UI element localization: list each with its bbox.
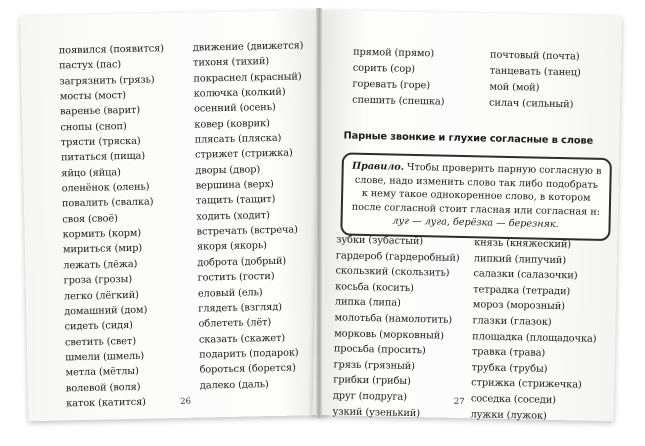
rule-box xyxy=(340,152,612,241)
word-item: танцевать (танец) xyxy=(489,65,581,79)
word-item: лужки (лужок) xyxy=(470,408,547,422)
word-item: плясать (пляска) xyxy=(194,132,282,146)
word-item: тетрадка (тетради) xyxy=(473,284,571,298)
word-item: князь (княжеский) xyxy=(474,237,572,251)
word-item: липкий (липучий) xyxy=(473,252,567,266)
left-word-column-2 xyxy=(193,38,311,393)
word-item: повалить (свалка) xyxy=(61,196,154,210)
word-item: мой (мой) xyxy=(489,81,540,94)
word-item: движение (движется) xyxy=(192,40,304,54)
word-item: гроза (грозы) xyxy=(63,274,133,287)
word-item: питаться (пища) xyxy=(60,151,146,164)
word-item: трясти (тряска) xyxy=(60,135,141,149)
word-item: метла (мётлы) xyxy=(65,366,139,379)
word-item: молотьба (намолотить) xyxy=(334,312,453,326)
right-page xyxy=(313,10,622,421)
word-item: ходить (ходит) xyxy=(196,209,270,223)
word-item: сказать (скажет) xyxy=(198,332,286,346)
book-spine xyxy=(316,8,322,418)
word-item: далеко (даль) xyxy=(199,378,269,392)
word-item: появился (появится) xyxy=(58,43,165,57)
word-item: колючка (колкий) xyxy=(193,86,286,100)
section-heading: Парные звонкие и глухие согласные в слове xyxy=(343,130,594,147)
word-item: мосты (мост) xyxy=(59,90,127,103)
word-item: площадка (площадочка) xyxy=(472,330,597,345)
word-item: яйцо (яйца) xyxy=(61,166,121,180)
word-item: дворы (двор) xyxy=(195,163,261,177)
word-item: глядеть (взгляд) xyxy=(198,301,283,315)
word-item: соседка (соседи) xyxy=(470,393,557,406)
word-item: покраснел (красный) xyxy=(193,71,302,85)
word-item: кормить (корм) xyxy=(62,227,142,241)
left-word-column-1 xyxy=(59,41,172,411)
right-top-column-1 xyxy=(352,45,446,111)
word-item: ковер (коврик) xyxy=(194,117,270,131)
word-item: оленёнок (олень) xyxy=(61,181,150,195)
right-top-column-2 xyxy=(489,48,581,114)
word-item: травка (трава) xyxy=(471,346,546,359)
word-item: светить (свет) xyxy=(64,335,137,348)
word-item: лежать (лёжа) xyxy=(63,258,138,272)
word-item: доброта (добрый) xyxy=(197,255,287,269)
rule-example: луг — луга, берёзка — березняк. xyxy=(392,215,559,231)
word-item: осенний (осень) xyxy=(193,102,276,115)
word-item: спешить (спешка) xyxy=(352,94,445,108)
word-item: сидеть (сидя) xyxy=(64,320,133,333)
word-item: прямой (прямо) xyxy=(353,46,435,60)
word-item: зубки (зубастый) xyxy=(336,234,424,248)
word-item: просьба (просить) xyxy=(333,343,426,357)
rule-label: Правило. xyxy=(351,160,405,173)
word-item: каток (катится) xyxy=(66,396,146,410)
word-item: варенье (варит) xyxy=(59,105,141,118)
word-item: загрязнить (грязь) xyxy=(59,74,155,88)
word-item: снопы (сноп) xyxy=(60,120,127,134)
right-word-column-2 xyxy=(470,235,598,425)
page-number-left: 26 xyxy=(180,396,192,407)
word-item: бороться (борется) xyxy=(199,362,296,376)
word-item: мириться (мир) xyxy=(62,243,143,256)
right-word-column-1 xyxy=(332,232,460,422)
page-number-right: 27 xyxy=(453,396,465,408)
word-item: домашний (дом) xyxy=(64,304,148,318)
word-item: подарить (подарок) xyxy=(199,347,299,361)
word-item: липка (липа) xyxy=(334,296,401,310)
word-item: якоря (якорь) xyxy=(196,240,267,254)
word-item: гостить (гости) xyxy=(197,271,275,284)
word-item: грязь (грязный) xyxy=(333,359,415,372)
word-item: косьба (косить) xyxy=(335,281,414,294)
word-item: салазки (салазочки) xyxy=(473,268,578,282)
word-item: тихоня (тихий) xyxy=(192,56,270,69)
word-item: тащить (тащит) xyxy=(195,194,276,208)
word-item: мороз (морозный) xyxy=(472,299,566,313)
word-item: волевой (воля) xyxy=(65,381,141,394)
word-item: облететь (лёт) xyxy=(198,317,272,330)
word-item: горевать (горе) xyxy=(352,78,431,92)
left-page xyxy=(20,10,326,421)
word-item: пастух (пас) xyxy=(59,59,122,72)
word-item: грибки (грибы) xyxy=(333,374,411,388)
word-item: почтовый (почта) xyxy=(489,49,580,63)
word-item: легко (лёгкий) xyxy=(63,289,139,302)
word-item: трубка (трубы) xyxy=(471,361,548,375)
word-item: стрижет (стрижка) xyxy=(194,147,293,162)
word-item: своя (своё) xyxy=(62,213,118,226)
word-item: встречать (встреча) xyxy=(196,224,298,238)
word-item: скользкий (скользить) xyxy=(335,265,450,279)
word-item: морковь (морковный) xyxy=(334,327,445,342)
word-item: гардероб (гардеробный) xyxy=(335,249,460,264)
word-item: силач (сильный) xyxy=(488,97,574,111)
word-item: стрижка (стрижечка) xyxy=(471,377,582,391)
rule-text: Чтобы проверить парную согласную в слове, надо изменить слово так либо подобрать к нему такое однокоренное слово, в котором после согласной стоит гласная или согласная н: xyxy=(351,161,602,218)
word-item: узкий (узенький) xyxy=(332,405,421,419)
word-item: сорить (сор) xyxy=(352,62,416,75)
word-item: еловый (ель) xyxy=(197,286,263,300)
word-item: вершина (верх) xyxy=(195,179,274,192)
word-item: глазки (глазок) xyxy=(472,315,552,328)
word-item: шмели (шмель) xyxy=(65,350,145,364)
word-item: друг (подруга) xyxy=(332,390,408,403)
